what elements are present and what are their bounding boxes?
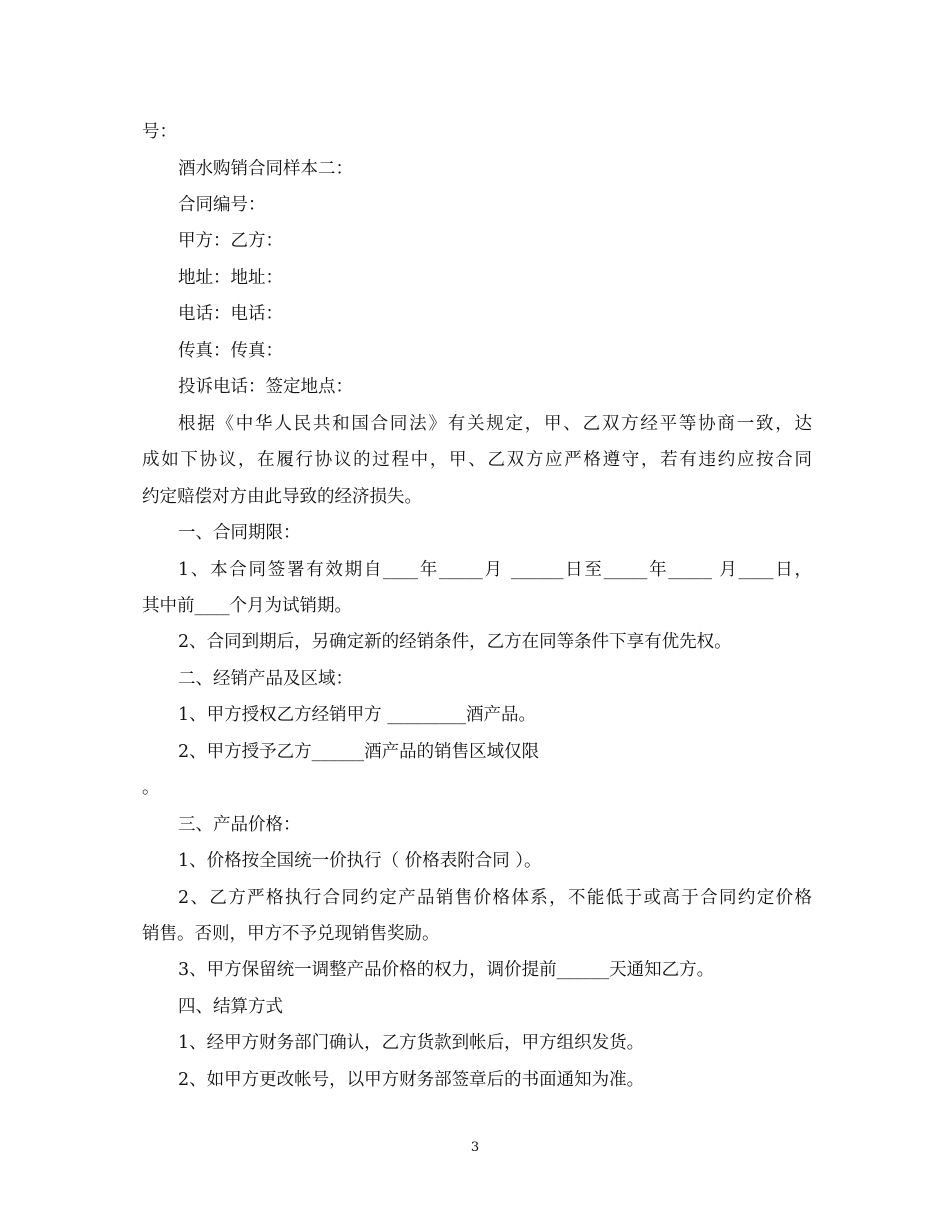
clause-term-2: 2、合同到期后，另确定新的经销条件，乙方在同等条件下享有优先权。 xyxy=(178,632,732,652)
clause-price-2-line-1: 2、乙方严格执行合同约定产品销售价格体系，不能低于或高于合同约定价格 xyxy=(178,888,812,908)
contract-number-line: 合同编号： xyxy=(178,195,266,215)
clause-products-1: 1、甲方授权乙方经销甲方 _________酒产品。 xyxy=(178,705,536,725)
heading-term: 一、合同期限： xyxy=(178,523,301,543)
preamble-line-2: 成如下协议，在履行协议的过程中，甲、乙双方应严格遵守，若有违约应按合同 xyxy=(142,450,812,470)
heading-products-region: 二、经销产品及区域： xyxy=(178,669,353,689)
preamble-line-3: 约定赔偿对方由此导致的经济损失。 xyxy=(142,487,422,507)
clause-products-2: 2、甲方授予乙方______酒产品的销售区域仅限 xyxy=(178,742,540,762)
clause-price-3: 3、甲方保留统一调整产品价格的权力，调价提前______天通知乙方。 xyxy=(178,960,715,980)
clause-products-2-end: 。 xyxy=(142,778,160,798)
clause-settlement-2: 2、如甲方更改帐号，以甲方财务部签章后的书面通知为准。 xyxy=(178,1070,645,1090)
phone-line: 电话：电话： xyxy=(178,304,283,324)
address-line: 地址：地址： xyxy=(178,268,283,288)
complaint-phone-line: 投诉电话：签定地点： xyxy=(178,377,353,397)
page-number: 3 xyxy=(470,1140,480,1155)
heading-price: 三、产品价格： xyxy=(178,815,301,835)
preamble-line-1: 根据《中华人民共和国合同法》有关规定，甲、乙双方经平等协商一致，达 xyxy=(178,414,812,434)
text-line-continuation: 号： xyxy=(142,122,177,142)
clause-settlement-1: 1、经甲方财务部门确认，乙方货款到帐后，甲方组织发货。 xyxy=(178,1033,645,1053)
clause-price-1: 1、价格按全国统一价执行（ 价格表附合同 ）。 xyxy=(178,851,542,871)
parties-line: 甲方：乙方： xyxy=(178,231,283,251)
clause-term-1-line-2: 其中前____个月为试销期。 xyxy=(142,596,352,616)
clause-term-1-line-1: 1、本合同签署有效期自____年_____月 ______日至_____年_____ 月____日， xyxy=(178,560,812,580)
clause-price-2-line-2: 销售。否则，甲方不予兑现销售奖励。 xyxy=(142,924,440,944)
section-title: 酒水购销合同样本二： xyxy=(178,159,353,179)
fax-line: 传真：传真： xyxy=(178,341,283,361)
heading-settlement: 四、结算方式 xyxy=(178,997,283,1017)
